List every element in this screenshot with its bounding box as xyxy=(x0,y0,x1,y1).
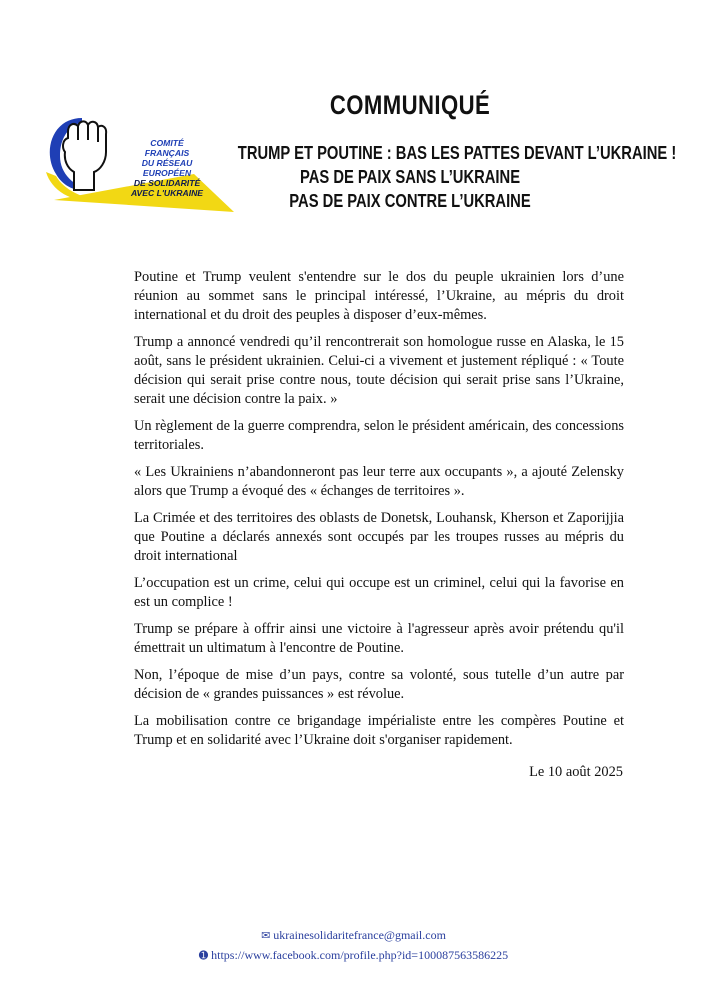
facebook-icon: ➊ xyxy=(198,950,209,962)
body-paragraph: La mobilisation contre ce brigandage impérialiste entre les compères Poutine et Trump et en solidarité avec l’Ukraine doit s'organiser rapidement. xyxy=(134,713,624,748)
logo-line: COMITÉ xyxy=(150,138,184,148)
logo-line: DU RÉSEAU xyxy=(141,158,193,168)
facebook-contact xyxy=(0,946,707,966)
envelope-icon: ✉ xyxy=(261,930,271,942)
email-link[interactable]: ukrainesolidaritefrance@gmail.com xyxy=(273,928,446,942)
logo-line: EUROPÉEN xyxy=(142,168,192,178)
document-header xyxy=(200,90,677,213)
body-paragraph: Un règlement de la guerre comprendra, selon le président américain, des concessions territoriales. xyxy=(134,418,624,453)
logo-line: FRANÇAIS xyxy=(144,148,190,158)
facebook-link[interactable]: https://www.facebook.com/profile.php?id=100087563586225 xyxy=(211,948,509,962)
body-paragraph: La Crimée et des territoires des oblasts de Donetsk, Louhansk, Kherson et Zaporijjia que Poutine a déclarés annexés sont occupés par les troupes russes au mépris du droit international xyxy=(134,510,624,564)
logo-line: AVEC L'UKRAINE xyxy=(130,188,204,198)
email-contact xyxy=(0,926,707,946)
communique-body xyxy=(134,268,624,758)
body-paragraph: Non, l’époque de mise d’un pays, contre sa volonté, sous tutelle d’un autre par décision de « grandes puissances » est révolue. xyxy=(134,667,624,702)
body-paragraph: Trump a annoncé vendredi qu’il rencontrerait son homologue russe en Alaska, le 15 août, sans le président ukrainien. Celui-ci a vivement et justement répliqué : « Toute décision qui serait prise contre nous, toute décision qui serait prise sans l’Ukraine, serait une décision contre la paix. » xyxy=(134,334,624,407)
document-date: Le 10 août 2025 xyxy=(529,764,623,780)
logo-line: DE SOLIDARITÉ xyxy=(133,178,201,188)
body-paragraph: « Les Ukrainiens n’abandonneront pas leur terre aux occupants », a ajouté Zelensky alors que Trump a évoqué des « échanges de territoires ». xyxy=(134,464,624,499)
body-paragraph: Trump se prépare à offrir ainsi une victoire à l'agresseur après avoir prétendu qu'il émettrait un ultimatum à l'encontre de Poutine. xyxy=(134,621,624,656)
headline-line: TRUMP ET POUTINE : BAS LES PATTES DEVANT L’UKRAINE ! xyxy=(237,143,677,163)
contact-footer xyxy=(0,926,707,966)
headline-line: PAS DE PAIX CONTRE L’UKRAINE xyxy=(289,191,531,211)
document-type-title: COMMUNIQUÉ xyxy=(329,90,491,120)
body-paragraph: Poutine et Trump veulent s'entendre sur le dos du peuple ukrainien lors d’une réunion au sommet sans le principal intéressé, l’Ukraine, au mépris du droit international et du droit des peuples à disposer d’eux-mêmes. xyxy=(134,269,624,323)
headline-line: PAS DE PAIX SANS L’UKRAINE xyxy=(299,167,521,187)
body-paragraph: L’occupation est un crime, celui qui occupe est un criminel, celui qui la favorise en est un complice ! xyxy=(134,575,624,610)
